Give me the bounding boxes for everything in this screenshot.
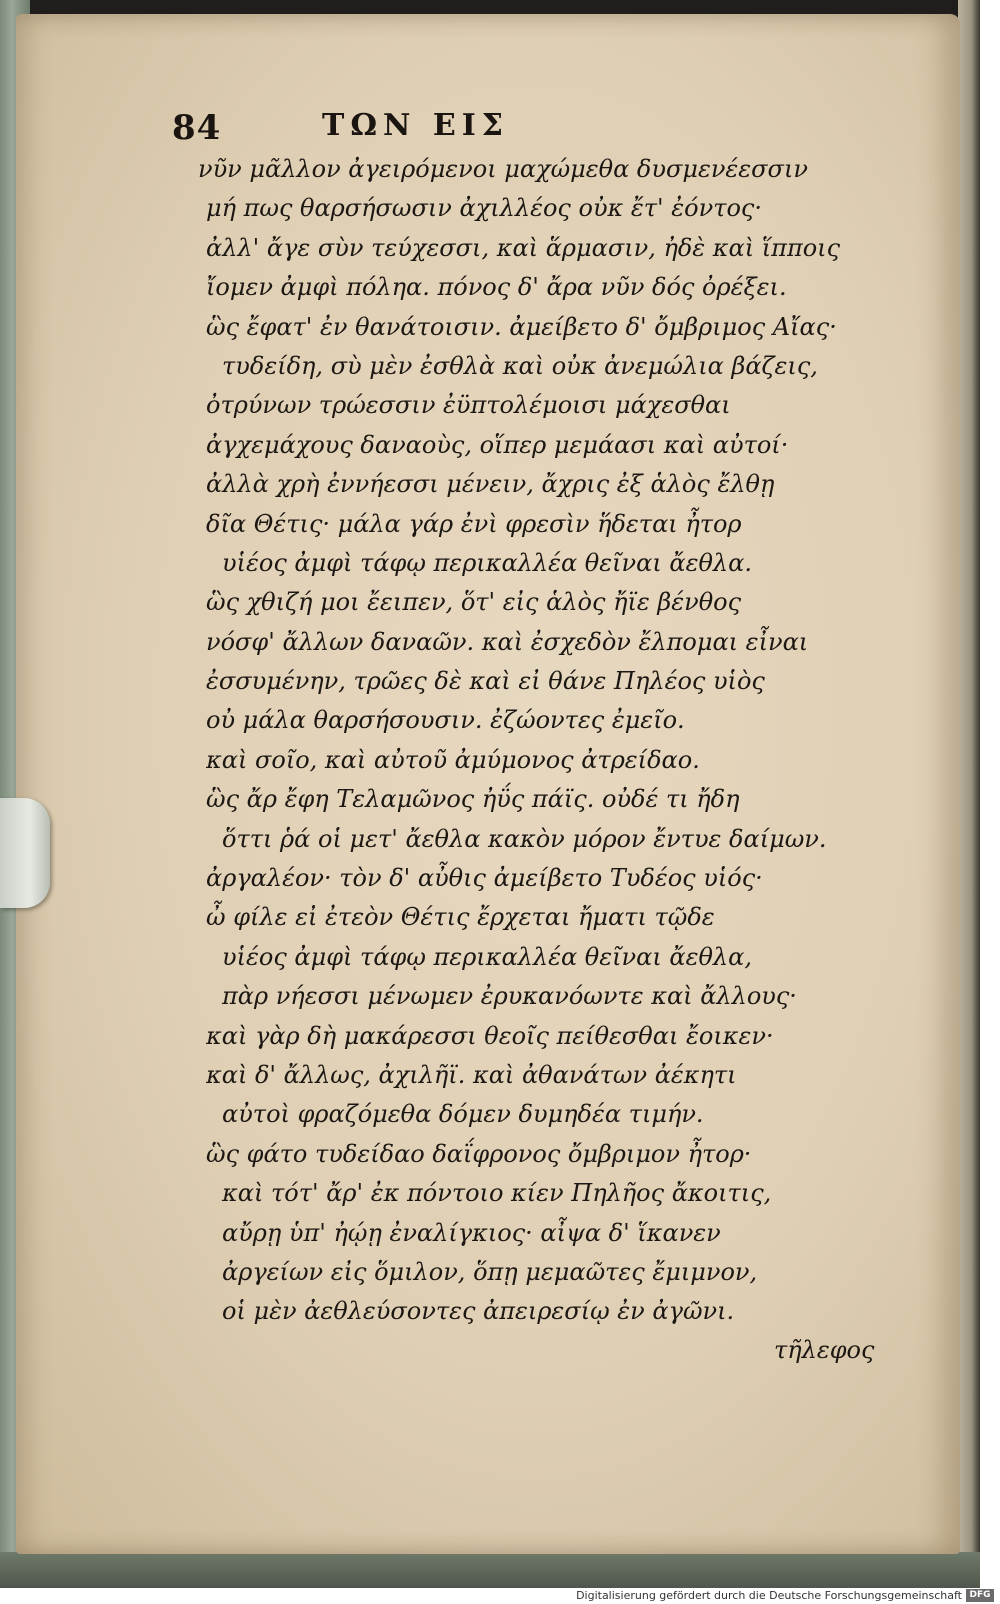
- verse-line: καὶ τότ' ἄρ' ἐκ πόντοιο κίεν Πηλῆος ἄκοιτις,: [222, 1179, 772, 1208]
- verse-line: ὀτρύνων τρώεσσιν ἐϋπτολέμοισι μάχεσθαι: [206, 391, 731, 420]
- verse-line: υἱέος ἀμφὶ τάφῳ περικαλλέα θεῖναι ἄεθλα.: [222, 548, 752, 577]
- verse-line: οὐ μάλα θαρσήσουσιν. ἐζώοντες ἐμεῖο.: [206, 706, 685, 735]
- verse-line: ὣς ἔφατ' ἐν θανάτοισιν. ἀμείβετο δ' ὄμβριμος Αἴας·: [206, 312, 837, 341]
- page-clip: [0, 798, 50, 908]
- verse-line: ἀλλὰ χρὴ ἐννήεσσι μένειν, ἄχρις ἐξ ἁλὸς ἔλθῃ: [206, 470, 775, 499]
- dfg-credit-text: Digitalisierung gefördert durch die Deutsche Forschungsgemeinschaft: [576, 1589, 962, 1602]
- verse-line: ὣς φάτο τυδείδαο δαΐφρονος ὄμβριμον ἦτορ·: [206, 1139, 752, 1168]
- verse-line: ἀλλ' ἄγε σὺν τεύχεσσι, καὶ ἅρμασιν, ἠδὲ καὶ ἵπποις: [206, 233, 841, 262]
- verse-line: οἱ μὲν ἀεθλεύσοντες ἀπειρεσίῳ ἐν ἀγῶνι.: [222, 1297, 735, 1326]
- verse-line: ἐσσυμένην, τρῶες δὲ καὶ εἰ θάνε Πηλέος υἱὸς: [206, 667, 765, 696]
- verse-line: νῦν μᾶλλον ἀγειρόμενοι μαχώμεθα δυσμενέεσσιν: [198, 155, 808, 183]
- verse-line: ἴομεν ἀμφὶ πόληα. πόνος δ' ἄρα νῦν δός ὀρέξει.: [206, 273, 787, 302]
- greek-verse-text: [198, 150, 906, 1332]
- verse-line: ὦ φίλε εἰ ἐτεὸν Θέτις ἔρχεται ἤματι τῷδε: [206, 903, 715, 932]
- page-header: [172, 108, 732, 152]
- verse-line: νόσφ' ἄλλων δαναῶν. καὶ ἐσχεδὸν ἔλπομαι εἶναι: [206, 627, 809, 656]
- digitization-footer: [0, 1588, 1000, 1604]
- verse-line: μή πως θαρσήσωσιν ἀχιλλέος οὐκ ἔτ' ἐόντος·: [206, 194, 762, 223]
- verse-line: ὅττι ῥά οἱ μετ' ἄεθλα κακὸν μόρον ἔντυε δαίμων.: [222, 824, 827, 853]
- verse-line: καὶ γὰρ δὴ μακάρεσσι θεοῖς πείθεσθαι ἔοικεν·: [206, 1021, 774, 1050]
- book-cover-bottom-edge: [0, 1552, 980, 1588]
- verse-line: καὶ σοῖο, καὶ αὐτοῦ ἀμύμονος ἀτρείδαο.: [206, 745, 700, 774]
- dfg-logo-icon: DFG: [966, 1589, 994, 1602]
- verse-line: καὶ δ' ἄλλως, ἀχιλῆϊ. καὶ ἀθανάτων ἀέκητι: [206, 1060, 737, 1089]
- verse-line: ἀγχεμάχους δαναοὺς, οἵπερ μεμάασι καὶ αὐτοί·: [206, 430, 789, 459]
- book-cover-right-edge: [958, 0, 980, 1560]
- verse-line: υἱέος ἀμφὶ τάφῳ περικαλλέα θεῖναι ἄεθλα,: [222, 942, 752, 971]
- verse-line: ὣς χθιζή μοι ἔειπεν, ὅτ' εἰς ἁλὸς ἤϊε βένθος: [206, 588, 742, 617]
- verse-line: αὐτοὶ φραζόμεθα δόμεν δυμηδέα τιμήν.: [222, 1100, 704, 1129]
- catchword: τῆλεφος: [774, 1336, 875, 1364]
- verse-line: ἀργείων εἰς ὅμιλον, ὅπῃ μεμαῶτες ἔμιμνον,: [222, 1257, 758, 1286]
- verse-line: αὔρῃ ὑπ' ἠῴῃ ἐναλίγκιος· αἶψα δ' ἵκανεν: [222, 1218, 721, 1247]
- verse-line: δῖα Θέτις· μάλα γάρ ἐνὶ φρεσὶν ἥδεται ἦτορ: [206, 509, 742, 538]
- verse-line: ὣς ἄρ ἔφη Τελαμῶνος ἠΰς πάϊς. οὐδέ τι ἤδη: [206, 785, 740, 814]
- verse-line: τυδείδη, σὺ μὲν ἐσθλὰ καὶ οὐκ ἀνεμώλια βάζεις,: [222, 351, 818, 380]
- running-head: ΤΩΝ ΕΙΣ: [322, 108, 510, 143]
- verse-line: πὰρ νήεσσι μένωμεν ἐρυκανόωντε καὶ ἄλλους·: [222, 982, 797, 1011]
- page-number: 84: [172, 108, 222, 148]
- verse-line: ἀργαλέον· τὸν δ' αὖθις ἀμείβετο Τυδέος υἱός·: [206, 864, 763, 893]
